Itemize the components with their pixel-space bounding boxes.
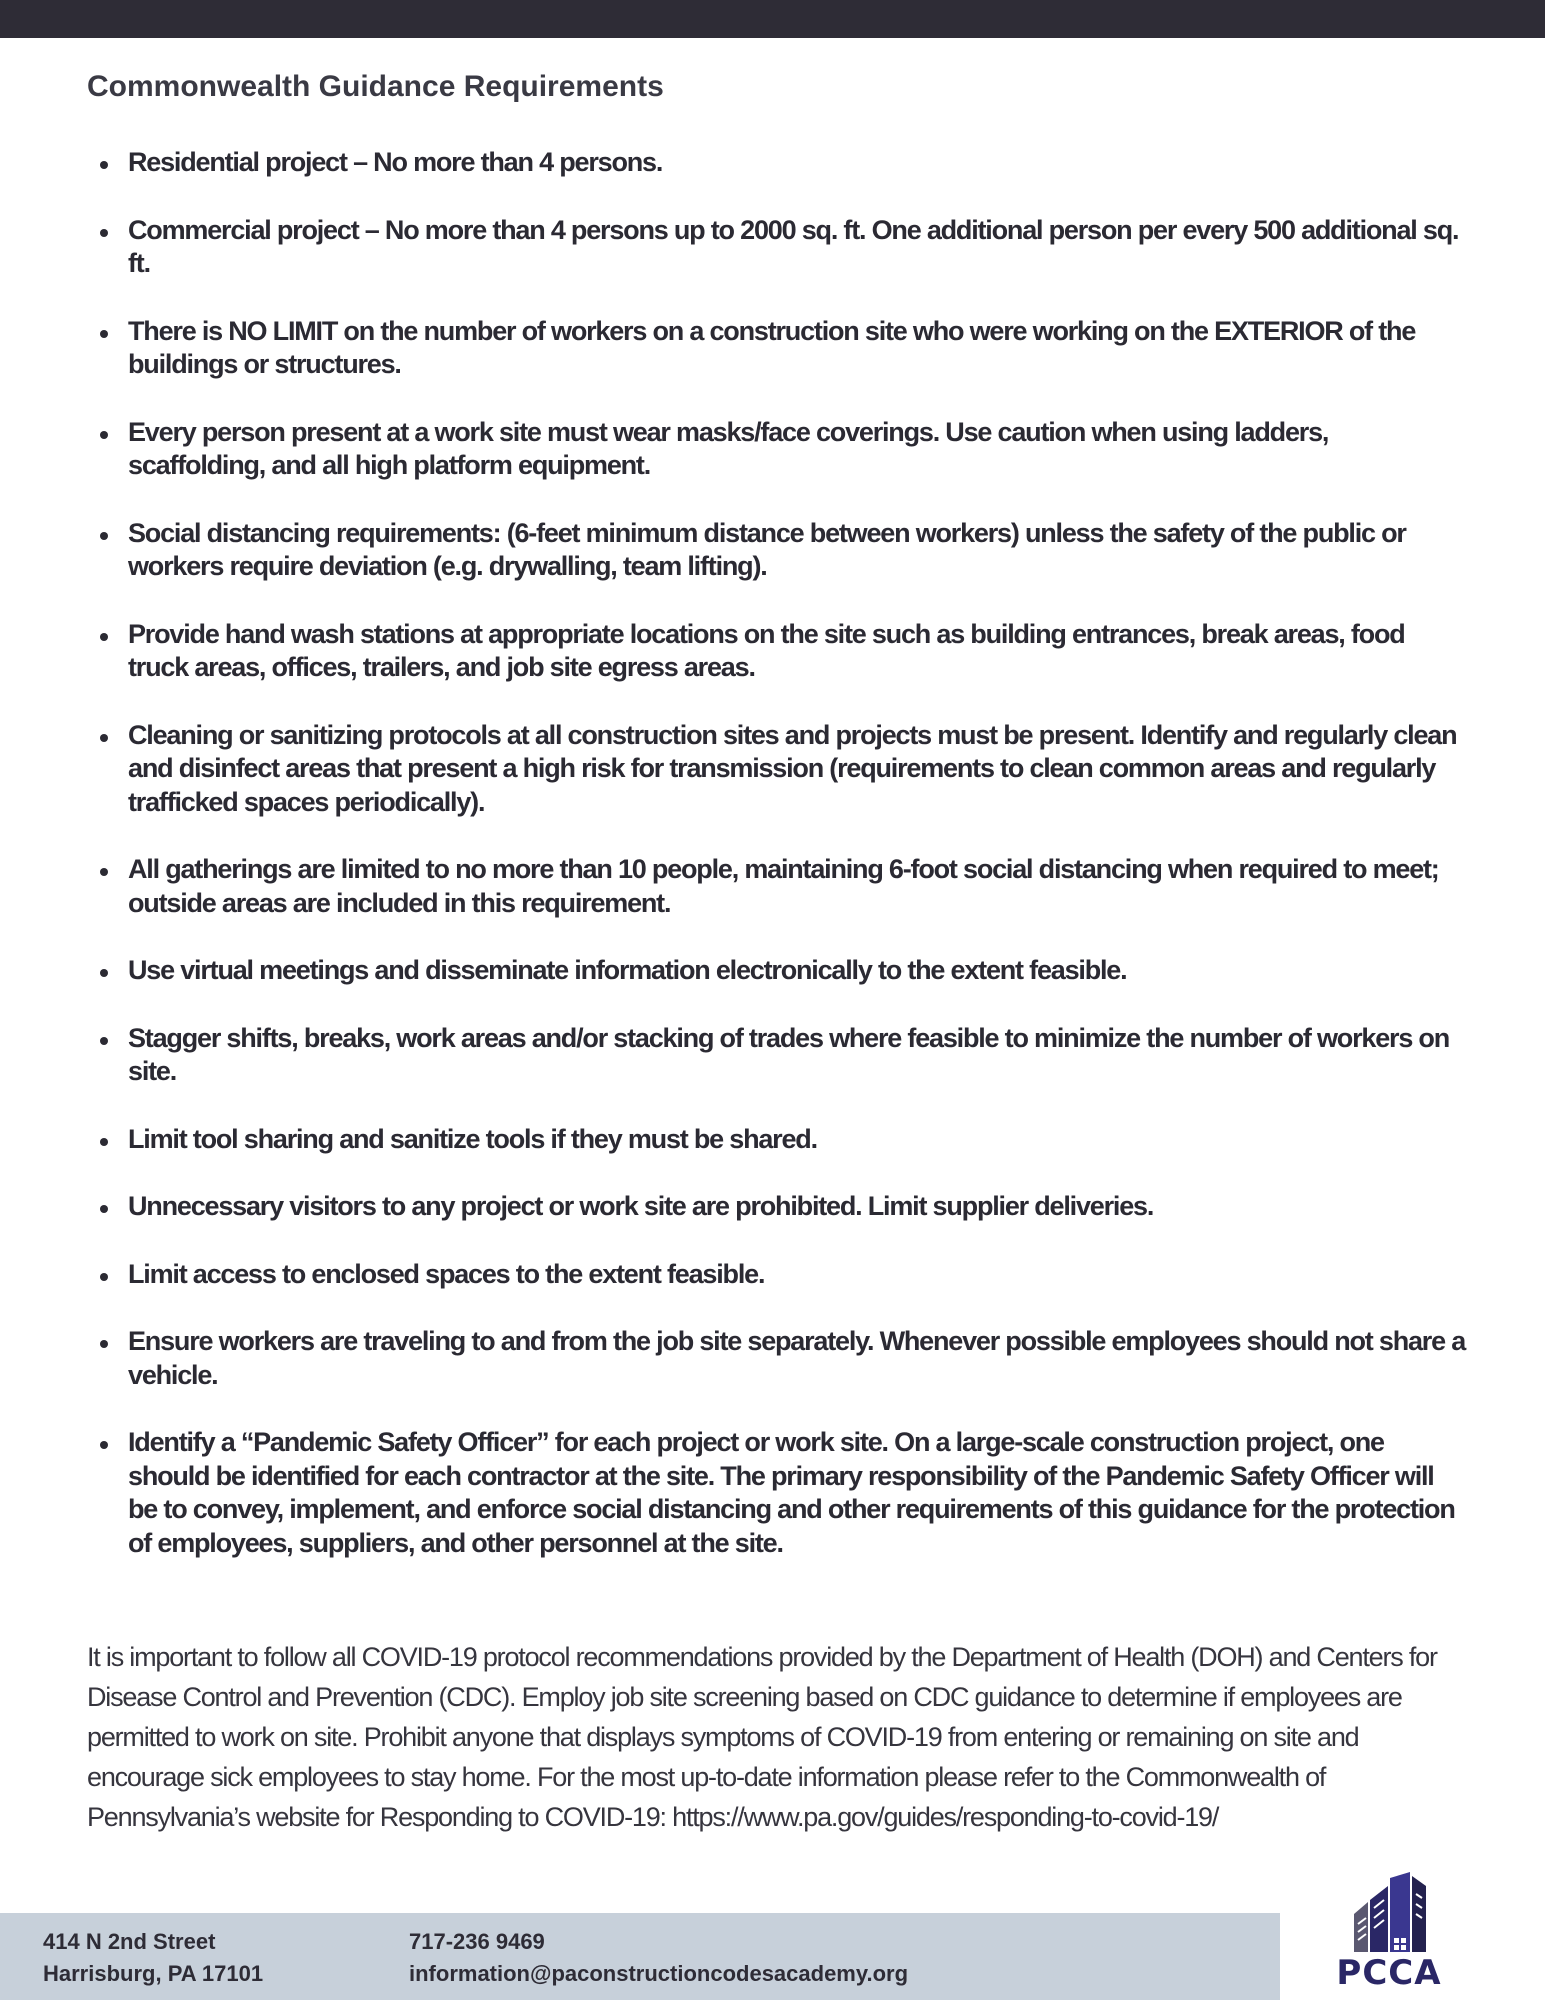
list-item-text: All gatherings are limited to no more than 10 people, maintaining 6-foot social distancing when required to meet; outside areas are included in this requirement. xyxy=(128,854,1439,918)
address-line-2: Harrisburg, PA 17101 xyxy=(43,1961,264,1986)
list-item xyxy=(87,315,1467,382)
bullet-icon xyxy=(100,1037,108,1045)
list-item-text: Use virtual meetings and disseminate information electronically to the extent feasible. xyxy=(128,955,1127,985)
bullet-icon xyxy=(100,161,108,169)
bullet-icon xyxy=(100,1273,108,1281)
phone-number: 717-236 9469 xyxy=(409,1929,545,1954)
list-item xyxy=(87,954,1467,988)
list-item-text: Residential project – No more than 4 persons. xyxy=(128,147,663,177)
list-item xyxy=(87,146,1467,180)
bullet-icon xyxy=(100,431,108,439)
list-item xyxy=(87,853,1467,920)
bullet-icon xyxy=(100,969,108,977)
page-title: Commonwealth Guidance Requirements xyxy=(87,70,664,103)
list-item xyxy=(87,1258,1467,1292)
bullet-icon xyxy=(100,1441,108,1449)
bullet-icon xyxy=(100,1205,108,1213)
address-line-1: 414 N 2nd Street xyxy=(43,1929,216,1954)
list-item xyxy=(87,214,1467,281)
list-item-text: Stagger shifts, breaks, work areas and/or stacking of trades where feasible to minimize the number of workers on site. xyxy=(128,1022,1450,1086)
bullet-icon xyxy=(100,532,108,540)
list-item xyxy=(87,1325,1467,1392)
email-link[interactable]: information@paconstructioncodesacademy.org xyxy=(409,1961,909,1986)
bullet-icon xyxy=(100,229,108,237)
list-item-text: Provide hand wash stations at appropriate locations on the site such as building entrances, break areas, food truck areas, offices, trailers, and job site egress areas. xyxy=(128,618,1405,682)
bullet-icon xyxy=(100,633,108,641)
list-item xyxy=(87,1426,1467,1560)
list-item-text: Limit tool sharing and sanitize tools if they must be shared. xyxy=(128,1123,817,1154)
footer-address xyxy=(43,1926,263,1990)
list-item xyxy=(87,517,1467,584)
list-item-text: Social distancing requirements: (6-feet minimum distance between workers) unless the safety of the public or workers require deviation (e.g. drywalling, team lifting). xyxy=(128,517,1406,581)
list-item-text: Identify a “Pandemic Safety Officer” for each project or work site. On a large-scale construction project, one should be identified for each contractor at the site. The primary responsibility of the Pandemic Safety Officer will be to convey, implement, and enforce social distancing and other requirements of this guidance for the protection of employees, suppliers, and other personnel at the site. xyxy=(128,1427,1455,1558)
bullet-icon xyxy=(100,734,108,742)
list-item xyxy=(87,719,1467,820)
list-item-text: Every person present at a work site must wear masks/face coverings. Use caution when using ladders, scaffolding, and all high platform equipment. xyxy=(128,416,1329,480)
footer-contact xyxy=(409,1926,908,1990)
logo-text: PCCA xyxy=(1336,1953,1442,1993)
list-item-text: Limit access to enclosed spaces to the extent feasible. xyxy=(128,1258,765,1289)
top-bar xyxy=(0,0,1545,38)
list-item-text: Ensure workers are traveling to and from the job site separately. Whenever possible employees should not share a vehicle. xyxy=(128,1326,1466,1390)
list-item xyxy=(87,1123,1467,1157)
list-item-text: There is NO LIMIT on the number of workers on a construction site who were working on the EXTERIOR of the buildings or structures. xyxy=(128,315,1416,379)
requirements-list xyxy=(87,146,1467,1594)
list-item xyxy=(87,618,1467,685)
bullet-icon xyxy=(100,1138,108,1146)
closing-paragraph: It is important to follow all COVID-19 protocol recommendations provided by the Department of Health (DOH) and Centers for Disease Control and Prevention (CDC). Employ job site screening based on CDC guidance to determine if employees are permitted to work on site. Prohibit anyone that displays symptoms of COVID-19 from entering or remaining on site and encourage sick employees to stay home. For the most up-to-date information please refer to the Commonwealth of Pennsylvania’s website for Responding to COVID-19: https://www.pa.gov/guides/responding-to-covid-19/ xyxy=(87,1642,1437,1832)
list-item xyxy=(87,1022,1467,1089)
bullet-icon xyxy=(100,330,108,338)
bullet-icon xyxy=(100,1340,108,1348)
list-item xyxy=(87,1190,1467,1224)
bullet-icon xyxy=(100,868,108,876)
list-item xyxy=(87,416,1467,483)
list-item-text: Cleaning or sanitizing protocols at all construction sites and projects must be present. Identify and regularly clean and disinfect areas that present a high risk for transmission (requirements to clean common areas and regularly trafficked spaces periodically). xyxy=(128,719,1457,817)
list-item-text: Commercial project – No more than 4 persons up to 2000 sq. ft. One additional person per every 500 additional sq. ft. xyxy=(128,214,1459,278)
list-item-text: Unnecessary visitors to any project or work site are prohibited. Limit supplier deliveries. xyxy=(128,1191,1154,1221)
